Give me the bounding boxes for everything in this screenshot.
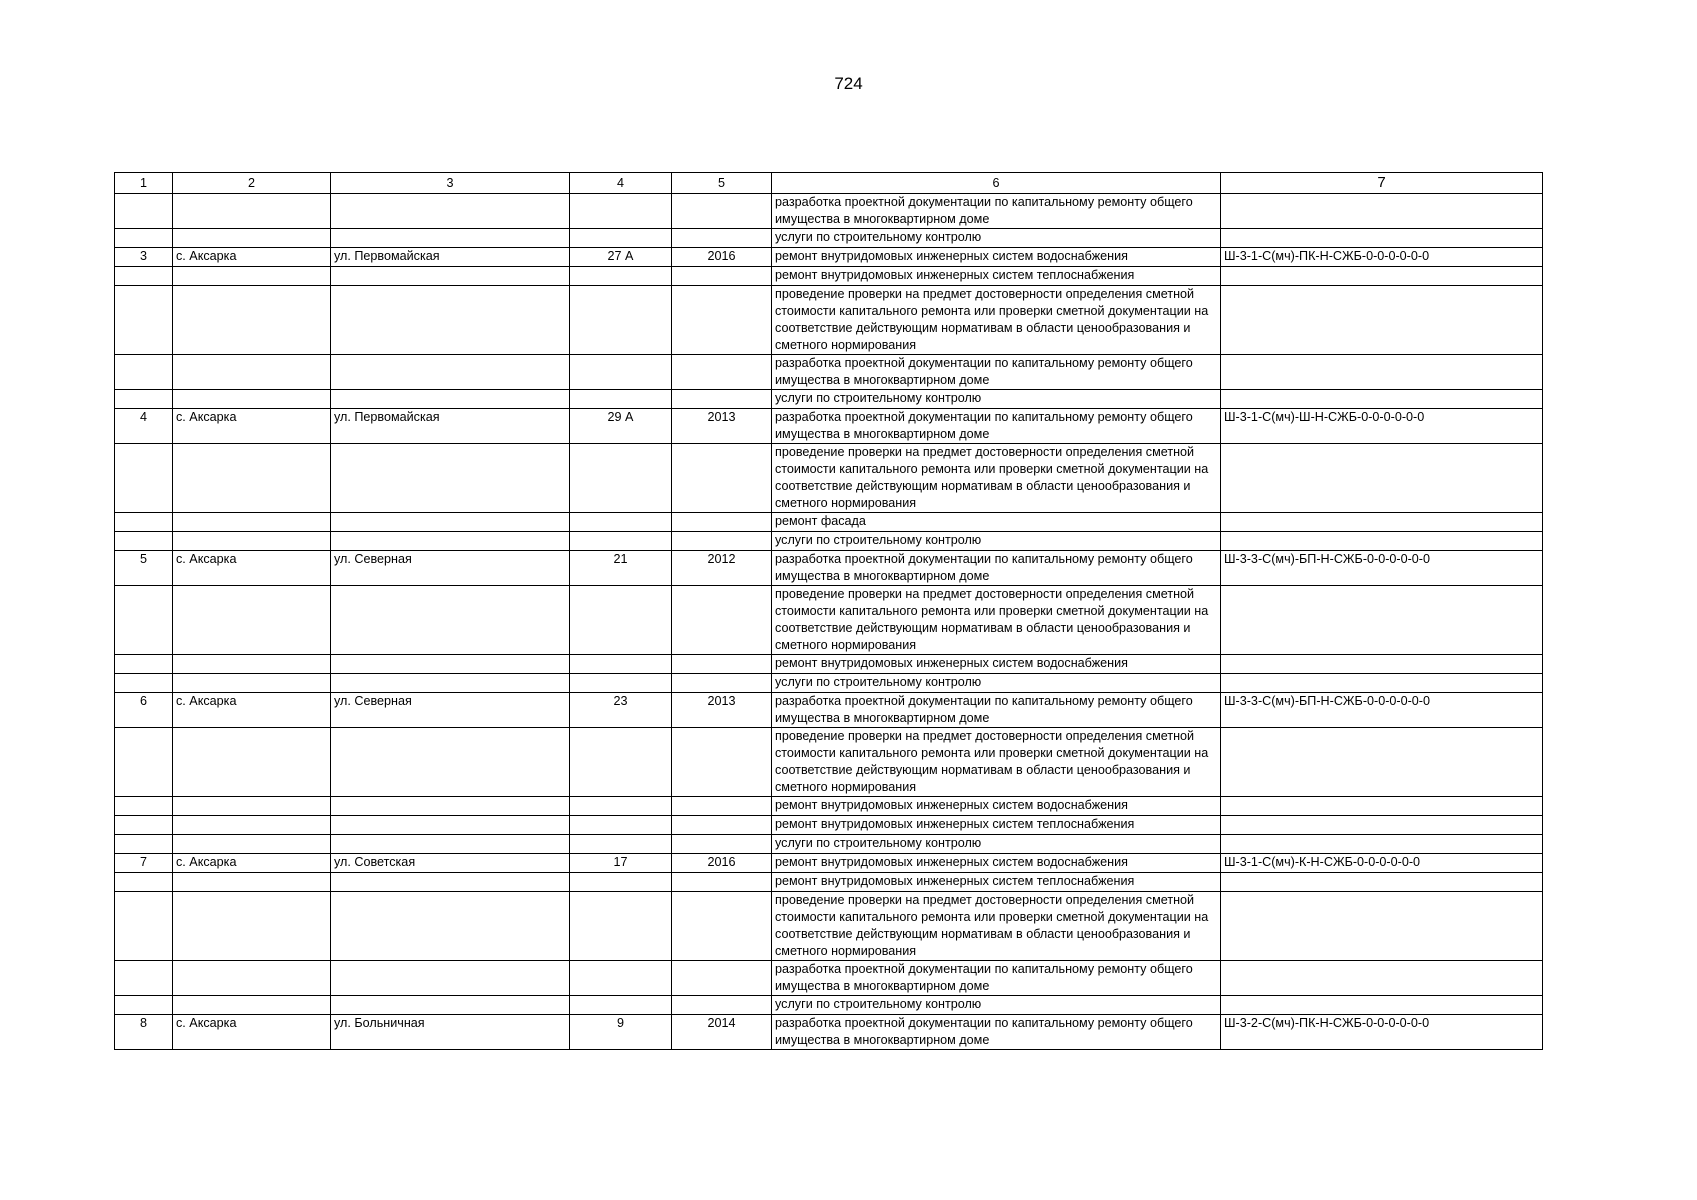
building-code-cell: Ш-3-3-С(мч)-БП-Н-СЖБ-0-0-0-0-0-0 bbox=[1221, 551, 1543, 586]
house-number-cell bbox=[570, 390, 672, 409]
row-number-cell bbox=[115, 996, 173, 1015]
settlement-cell bbox=[173, 286, 331, 355]
building-code-cell: Ш-3-1-С(мч)-ПК-Н-СЖБ-0-0-0-0-0-0 bbox=[1221, 248, 1543, 267]
work-type-cell: услуги по строительному контролю bbox=[772, 532, 1221, 551]
table-row bbox=[115, 248, 1543, 267]
year-cell bbox=[672, 267, 772, 286]
building-code-cell bbox=[1221, 655, 1543, 674]
house-number-cell: 9 bbox=[570, 1015, 672, 1050]
building-code-cell bbox=[1221, 728, 1543, 797]
work-type-cell: услуги по строительному контролю bbox=[772, 229, 1221, 248]
column-header-1: 1 bbox=[115, 173, 173, 194]
street-cell bbox=[331, 996, 570, 1015]
row-number-cell bbox=[115, 674, 173, 693]
work-type-cell: проведение проверки на предмет достоверности определения сметной стоимости капитального ремонта или проверки сметной документации на соответствие действующим нормативам в области ценообразования и сметного нормирования bbox=[772, 444, 1221, 513]
row-number-cell: 7 bbox=[115, 854, 173, 873]
year-cell bbox=[672, 444, 772, 513]
work-type-cell: разработка проектной документации по капитальному ремонту общего имущества в многоквартирном доме bbox=[772, 693, 1221, 728]
table-row bbox=[115, 586, 1543, 655]
year-cell bbox=[672, 355, 772, 390]
street-cell bbox=[331, 655, 570, 674]
row-number-cell bbox=[115, 532, 173, 551]
row-number-cell bbox=[115, 267, 173, 286]
work-type-cell: услуги по строительному контролю bbox=[772, 674, 1221, 693]
table-row bbox=[115, 674, 1543, 693]
row-number-cell bbox=[115, 873, 173, 892]
street-cell bbox=[331, 674, 570, 693]
building-code-cell bbox=[1221, 444, 1543, 513]
house-number-cell bbox=[570, 961, 672, 996]
row-number-cell: 5 bbox=[115, 551, 173, 586]
settlement-cell: с. Аксарка bbox=[173, 248, 331, 267]
building-code-cell bbox=[1221, 355, 1543, 390]
table-row bbox=[115, 409, 1543, 444]
year-cell: 2012 bbox=[672, 551, 772, 586]
house-number-cell bbox=[570, 267, 672, 286]
street-cell bbox=[331, 390, 570, 409]
row-number-cell bbox=[115, 444, 173, 513]
year-cell bbox=[672, 513, 772, 532]
building-code-cell: Ш-3-1-С(мч)-Ш-Н-СЖБ-0-0-0-0-0-0 bbox=[1221, 409, 1543, 444]
row-number-cell: 8 bbox=[115, 1015, 173, 1050]
settlement-cell bbox=[173, 229, 331, 248]
year-cell bbox=[672, 835, 772, 854]
work-type-cell: ремонт внутридомовых инженерных систем водоснабжения bbox=[772, 797, 1221, 816]
work-type-cell: разработка проектной документации по капитальному ремонту общего имущества в многоквартирном доме bbox=[772, 409, 1221, 444]
row-number-cell bbox=[115, 513, 173, 532]
settlement-cell bbox=[173, 355, 331, 390]
row-number-cell bbox=[115, 355, 173, 390]
row-number-cell bbox=[115, 835, 173, 854]
row-number-cell: 4 bbox=[115, 409, 173, 444]
settlement-cell bbox=[173, 674, 331, 693]
house-number-cell bbox=[570, 816, 672, 835]
settlement-cell bbox=[173, 267, 331, 286]
work-type-cell: проведение проверки на предмет достоверности определения сметной стоимости капитального ремонта или проверки сметной документации на соответствие действующим нормативам в области ценообразования и сметного нормирования bbox=[772, 728, 1221, 797]
column-header-6: 6 bbox=[772, 173, 1221, 194]
building-code-cell bbox=[1221, 797, 1543, 816]
building-code-cell bbox=[1221, 513, 1543, 532]
settlement-cell bbox=[173, 797, 331, 816]
column-header-2: 2 bbox=[173, 173, 331, 194]
house-number-cell bbox=[570, 194, 672, 229]
building-code-cell: Ш-3-3-С(мч)-БП-Н-СЖБ-0-0-0-0-0-0 bbox=[1221, 693, 1543, 728]
settlement-cell bbox=[173, 194, 331, 229]
work-type-cell: услуги по строительному контролю bbox=[772, 390, 1221, 409]
table-row bbox=[115, 286, 1543, 355]
row-number-cell bbox=[115, 892, 173, 961]
house-number-cell bbox=[570, 797, 672, 816]
year-cell bbox=[672, 873, 772, 892]
settlement-cell bbox=[173, 390, 331, 409]
work-type-cell: ремонт внутридомовых инженерных систем теплоснабжения bbox=[772, 873, 1221, 892]
row-number-cell bbox=[115, 229, 173, 248]
settlement-cell bbox=[173, 835, 331, 854]
work-type-cell: проведение проверки на предмет достоверности определения сметной стоимости капитального ремонта или проверки сметной документации на соответствие действующим нормативам в области ценообразования и сметного нормирования bbox=[772, 586, 1221, 655]
work-type-cell: ремонт фасада bbox=[772, 513, 1221, 532]
row-number-cell bbox=[115, 797, 173, 816]
work-type-cell: разработка проектной документации по капитальному ремонту общего имущества в многоквартирном доме bbox=[772, 961, 1221, 996]
settlement-cell: с. Аксарка bbox=[173, 854, 331, 873]
building-code-cell bbox=[1221, 835, 1543, 854]
table-row bbox=[115, 996, 1543, 1015]
year-cell: 2014 bbox=[672, 1015, 772, 1050]
table-row bbox=[115, 854, 1543, 873]
house-number-cell: 23 bbox=[570, 693, 672, 728]
house-number-cell bbox=[570, 586, 672, 655]
street-cell: ул. Первомайская bbox=[331, 409, 570, 444]
settlement-cell bbox=[173, 444, 331, 513]
settlement-cell bbox=[173, 873, 331, 892]
house-number-cell: 29 А bbox=[570, 409, 672, 444]
year-cell bbox=[672, 816, 772, 835]
table-row bbox=[115, 267, 1543, 286]
building-code-cell bbox=[1221, 586, 1543, 655]
house-number-cell bbox=[570, 674, 672, 693]
street-cell: ул. Северная bbox=[331, 551, 570, 586]
building-code-cell: Ш-3-2-С(мч)-ПК-Н-СЖБ-0-0-0-0-0-0 bbox=[1221, 1015, 1543, 1050]
year-cell: 2013 bbox=[672, 409, 772, 444]
building-code-cell bbox=[1221, 390, 1543, 409]
settlement-cell bbox=[173, 586, 331, 655]
work-type-cell: разработка проектной документации по капитальному ремонту общего имущества в многоквартирном доме bbox=[772, 194, 1221, 229]
work-type-cell: ремонт внутридомовых инженерных систем водоснабжения bbox=[772, 655, 1221, 674]
building-code-cell bbox=[1221, 996, 1543, 1015]
building-code-cell bbox=[1221, 229, 1543, 248]
row-number-cell bbox=[115, 816, 173, 835]
house-number-cell bbox=[570, 892, 672, 961]
building-code-cell bbox=[1221, 961, 1543, 996]
street-cell bbox=[331, 892, 570, 961]
house-number-cell bbox=[570, 444, 672, 513]
building-code-cell bbox=[1221, 286, 1543, 355]
year-cell bbox=[672, 797, 772, 816]
settlement-cell: с. Аксарка bbox=[173, 551, 331, 586]
street-cell: ул. Северная bbox=[331, 693, 570, 728]
settlement-cell bbox=[173, 532, 331, 551]
table-row bbox=[115, 194, 1543, 229]
house-number-cell bbox=[570, 655, 672, 674]
column-header-5: 5 bbox=[672, 173, 772, 194]
table-row bbox=[115, 728, 1543, 797]
page-number: 724 bbox=[834, 74, 863, 93]
table-row bbox=[115, 551, 1543, 586]
year-cell bbox=[672, 961, 772, 996]
street-cell bbox=[331, 728, 570, 797]
row-number-cell bbox=[115, 194, 173, 229]
work-type-cell: услуги по строительному контролю bbox=[772, 835, 1221, 854]
row-number-cell bbox=[115, 390, 173, 409]
street-cell: ул. Первомайская bbox=[331, 248, 570, 267]
year-cell bbox=[672, 892, 772, 961]
table-row bbox=[115, 229, 1543, 248]
street-cell bbox=[331, 816, 570, 835]
house-number-cell bbox=[570, 728, 672, 797]
street-cell bbox=[331, 229, 570, 248]
table-row bbox=[115, 1015, 1543, 1050]
settlement-cell bbox=[173, 513, 331, 532]
work-type-cell: ремонт внутридомовых инженерных систем теплоснабжения bbox=[772, 816, 1221, 835]
year-cell bbox=[672, 229, 772, 248]
settlement-cell bbox=[173, 728, 331, 797]
house-number-cell: 17 bbox=[570, 854, 672, 873]
column-header-3: 3 bbox=[331, 173, 570, 194]
house-number-cell bbox=[570, 513, 672, 532]
building-code-cell bbox=[1221, 674, 1543, 693]
row-number-cell: 6 bbox=[115, 693, 173, 728]
street-cell bbox=[331, 513, 570, 532]
street-cell bbox=[331, 873, 570, 892]
building-code-cell bbox=[1221, 892, 1543, 961]
street-cell bbox=[331, 532, 570, 551]
street-cell bbox=[331, 444, 570, 513]
street-cell bbox=[331, 286, 570, 355]
house-number-cell bbox=[570, 835, 672, 854]
year-cell bbox=[672, 674, 772, 693]
row-number-cell: 3 bbox=[115, 248, 173, 267]
year-cell: 2016 bbox=[672, 248, 772, 267]
building-code-cell bbox=[1221, 816, 1543, 835]
table-row bbox=[115, 693, 1543, 728]
year-cell bbox=[672, 532, 772, 551]
table-row bbox=[115, 892, 1543, 961]
year-cell: 2013 bbox=[672, 693, 772, 728]
building-code-cell bbox=[1221, 194, 1543, 229]
table-row bbox=[115, 835, 1543, 854]
settlement-cell: с. Аксарка bbox=[173, 1015, 331, 1050]
settlement-cell bbox=[173, 892, 331, 961]
table-row bbox=[115, 513, 1543, 532]
work-type-cell: услуги по строительному контролю bbox=[772, 996, 1221, 1015]
year-cell: 2016 bbox=[672, 854, 772, 873]
column-header-4: 4 bbox=[570, 173, 672, 194]
house-number-cell bbox=[570, 355, 672, 390]
street-cell: ул. Советская bbox=[331, 854, 570, 873]
table-header bbox=[115, 173, 1543, 194]
building-code-cell bbox=[1221, 873, 1543, 892]
year-cell bbox=[672, 286, 772, 355]
table-row bbox=[115, 655, 1543, 674]
row-number-cell bbox=[115, 586, 173, 655]
work-type-cell: разработка проектной документации по капитальному ремонту общего имущества в многоквартирном доме bbox=[772, 1015, 1221, 1050]
street-cell bbox=[331, 586, 570, 655]
year-cell bbox=[672, 390, 772, 409]
work-type-cell: ремонт внутридомовых инженерных систем теплоснабжения bbox=[772, 267, 1221, 286]
work-type-cell: ремонт внутридомовых инженерных систем водоснабжения bbox=[772, 248, 1221, 267]
settlement-cell bbox=[173, 961, 331, 996]
year-cell bbox=[672, 655, 772, 674]
registry-table bbox=[114, 172, 1543, 1050]
house-number-cell bbox=[570, 532, 672, 551]
table-row bbox=[115, 816, 1543, 835]
year-cell bbox=[672, 194, 772, 229]
settlement-cell bbox=[173, 996, 331, 1015]
table-body bbox=[115, 194, 1543, 1050]
work-type-cell: проведение проверки на предмет достоверности определения сметной стоимости капитального ремонта или проверки сметной документации на соответствие действующим нормативам в области ценообразования и сметного нормирования bbox=[772, 286, 1221, 355]
work-type-cell: разработка проектной документации по капитальному ремонту общего имущества в многоквартирном доме bbox=[772, 551, 1221, 586]
table-row bbox=[115, 873, 1543, 892]
settlement-cell bbox=[173, 655, 331, 674]
street-cell: ул. Больничная bbox=[331, 1015, 570, 1050]
house-number-cell bbox=[570, 996, 672, 1015]
street-cell bbox=[331, 961, 570, 996]
row-number-cell bbox=[115, 286, 173, 355]
year-cell bbox=[672, 996, 772, 1015]
row-number-cell bbox=[115, 961, 173, 996]
work-type-cell: разработка проектной документации по капитальному ремонту общего имущества в многоквартирном доме bbox=[772, 355, 1221, 390]
street-cell bbox=[331, 194, 570, 229]
street-cell bbox=[331, 835, 570, 854]
table-row bbox=[115, 532, 1543, 551]
settlement-cell: с. Аксарка bbox=[173, 693, 331, 728]
house-number-cell: 21 bbox=[570, 551, 672, 586]
work-type-cell: ремонт внутридомовых инженерных систем водоснабжения bbox=[772, 854, 1221, 873]
street-cell bbox=[331, 355, 570, 390]
year-cell bbox=[672, 728, 772, 797]
column-header-7: 7 bbox=[1221, 173, 1543, 194]
house-number-cell: 27 А bbox=[570, 248, 672, 267]
house-number-cell bbox=[570, 286, 672, 355]
street-cell bbox=[331, 797, 570, 816]
table-row bbox=[115, 355, 1543, 390]
table-row bbox=[115, 797, 1543, 816]
settlement-cell: с. Аксарка bbox=[173, 409, 331, 444]
building-code-cell: Ш-3-1-С(мч)-К-Н-СЖБ-0-0-0-0-0-0 bbox=[1221, 854, 1543, 873]
year-cell bbox=[672, 586, 772, 655]
house-number-cell bbox=[570, 873, 672, 892]
row-number-cell bbox=[115, 728, 173, 797]
work-type-cell: проведение проверки на предмет достоверности определения сметной стоимости капитального ремонта или проверки сметной документации на соответствие действующим нормативам в области ценообразования и сметного нормирования bbox=[772, 892, 1221, 961]
building-code-cell bbox=[1221, 267, 1543, 286]
street-cell bbox=[331, 267, 570, 286]
row-number-cell bbox=[115, 655, 173, 674]
house-number-cell bbox=[570, 229, 672, 248]
table-row bbox=[115, 444, 1543, 513]
settlement-cell bbox=[173, 816, 331, 835]
table-row bbox=[115, 961, 1543, 996]
building-code-cell bbox=[1221, 532, 1543, 551]
table-row bbox=[115, 390, 1543, 409]
